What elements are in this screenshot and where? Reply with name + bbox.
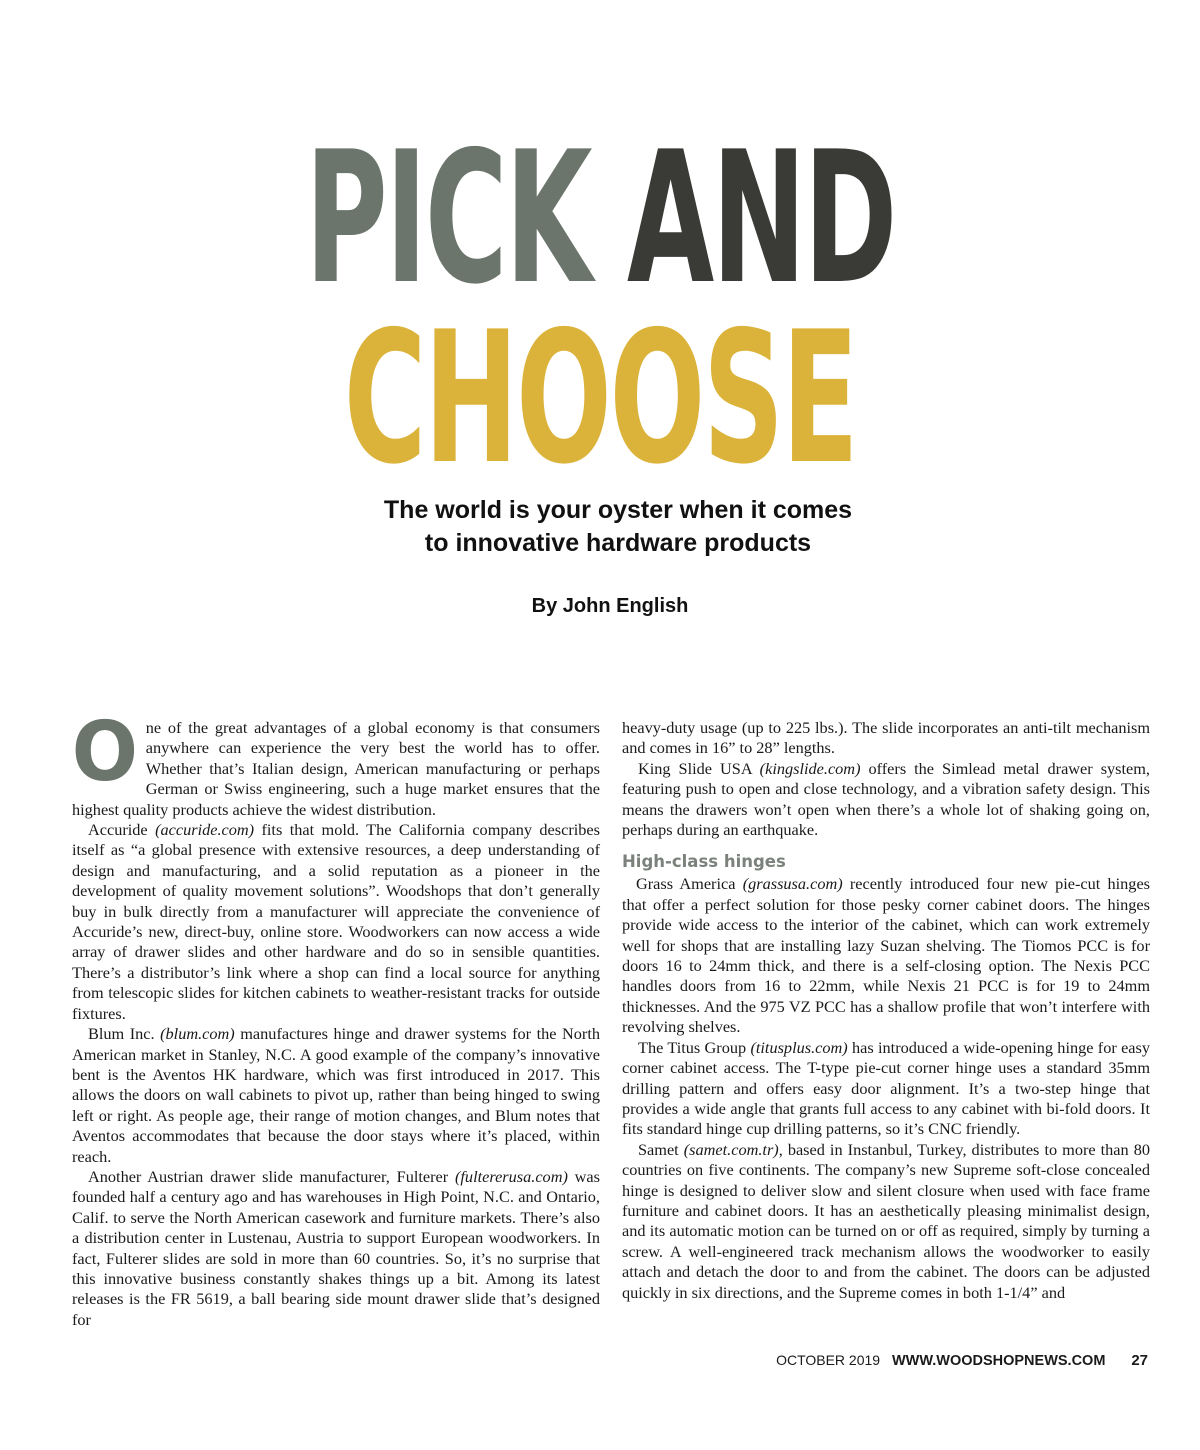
paragraph-text: has introduced a wide-opening hinge for easy corner cabinet access. The T-type pie-cut corner hinge uses a standard 35mm drilling pattern and offers easy door alignment. It’s a two-step hinge that provides a wide angle that grants full access to any cabinet with bi-fold doors. It fits standard hinge cup drilling patterns, so it’s CNC friendly. — [622, 1037, 1151, 1139]
paragraph-text: fits that mold. The California company describes itself as “a global presence with extensive resources, a deep understanding of design and manufacturing, and a solid reputation as a pioneer in the development of quality movement solutions”. Woodshops that don’t generally buy in bulk directly from a manufacturer will appreciate the convenience of Accuride’s new, direct-buy, online store. Woodworkers can now access a wide array of drawer slides and other hardware and do so in sensible quantities. There’s a distributor’s link where a shop can find a local source for anything from telescopic slides for kitchen cabinets to weather-resistant tracks for outside fixtures. — [72, 820, 600, 1023]
byline: By John English — [531, 595, 689, 617]
page-footer — [776, 1352, 1148, 1369]
paragraph-text: Blum Inc. — [88, 1024, 161, 1044]
drop-cap: O — [71, 705, 138, 800]
article-column-left — [71, 705, 600, 1330]
paragraph-text: was founded half a century ago and has warehouses in High Point, N.C. and Ontario, Calif. to serve the North American casework and furniture markets. There’s also a distribution center in Lustenau, Austria to support European woodworkers. In fact, Fulterer slides are sold in more than 60 countries. So, it’s no surprise that this innovative business constantly shakes things up a bit. Among its latest releases is the FR 5619, a ball bearing side mount drawer slide that’s designed for — [72, 1166, 600, 1329]
web-address: (fultererusa.com) — [454, 1166, 568, 1186]
paragraph-text: The Titus Group — [638, 1037, 751, 1057]
paragraph-text: offers the Simlead metal drawer system, featuring push to open and close technology, and a vibration safety design. This means the drawers won’t open when there’s a whole lot of shaking going on, perhaps during an earthquake. — [622, 758, 1150, 840]
headline-word-and: AND — [626, 112, 895, 324]
article-paragraph — [72, 820, 600, 1024]
headline-word-pick: PICK — [305, 112, 591, 324]
headline-line-1 — [228, 112, 972, 324]
paragraph-text: Grass America — [636, 874, 743, 894]
web-address: (titusplus.com) — [750, 1037, 848, 1057]
web-address: (blum.com) — [160, 1024, 235, 1044]
article-paragraph — [622, 1140, 1150, 1303]
paragraph-text: Samet — [638, 1139, 684, 1159]
paragraph-text: Accuride — [88, 820, 156, 840]
article-paragraph — [71, 705, 600, 820]
web-address: (kingslide.com) — [759, 758, 861, 778]
paragraph-text: Another Austrian drawer slide manufacturer, Fulterer — [88, 1166, 455, 1186]
article-paragraph — [622, 759, 1150, 841]
issue-date: OCTOBER 2019 — [776, 1352, 881, 1368]
article-paragraph — [72, 1024, 600, 1167]
web-address: (grassusa.com) — [742, 874, 843, 894]
subtitle-line-1: The world is your oyster when it comes — [383, 496, 853, 524]
headline-word-choose: CHOOSE — [343, 292, 857, 504]
page-number: 27 — [1131, 1352, 1148, 1369]
paragraph-text: King Slide USA — [638, 758, 760, 778]
article-paragraph — [72, 1167, 600, 1330]
paragraph-text: recently introduced four new pie-cut hinges that offer a perfect solution for those pesky corner cabinet doors. The hinges provide wide access to the interior of the cabinet, which can work extremely well for shops that are installing lazy Suzan shelving. The Tiomos PCC is for doors 16 to 24mm thick, and there is a self-closing option. The Nexis PCC handles doors from 16 to 22mm, while Nexis 21 PCC is for 19 to 24mm thicknesses. And the 975 VZ PCC has a shallow profile that won’t interfere with revolving shelves. — [622, 874, 1151, 1037]
subtitle-line-2: to innovative hardware products — [424, 529, 812, 557]
article-column-right — [622, 718, 1150, 1303]
web-address: (samet.com.tr) — [683, 1139, 779, 1159]
headline-line-2 — [228, 292, 972, 504]
paragraph-text: , based in Instanbul, Turkey, distributes to more than 80 countries on five continents. The company’s new Supreme soft-close concealed hinge is designed to deliver slow and silent closure when used with face frame furniture and cabinet doors. It has an aesthetically pleasing minimalist design, and its automatic motion can be turned on or off as required, simply by turning a screw. A well-engineered track mechanism allows the woodworker to easily attach and detach the door to and from the cabinet. The doors can be adjusted quickly in six directions, and the Supreme comes in both 1-1/4” and — [622, 1139, 1151, 1302]
article-paragraph — [622, 874, 1150, 1037]
website-link[interactable]: WWW.WOODSHOPNEWS.COM — [891, 1353, 1106, 1369]
web-address: (accuride.com) — [155, 820, 255, 840]
subtitle — [0, 494, 1200, 560]
article-paragraph: heavy-duty usage (up to 225 lbs.). The slide incorporates an anti-tilt mechanism and comes in 16” to 28” lengths. — [622, 718, 1150, 758]
article-paragraph — [622, 1038, 1150, 1140]
section-subhead: High-class hinges — [622, 852, 786, 872]
paragraph-text: manufactures hinge and drawer systems for the North American market in Stanley, N.C. A good example of the company’s innovative bent is the Aventos HK hardware, which was first introduced in 2017. This allows the doors on wall cabinets to pivot up, rather than being hinged to swing left or right. As people age, their range of motion changes, and Blum notes that Aventos accommodates that because the door stays where it’s placed, within reach. — [72, 1024, 600, 1166]
paragraph-text: ne of the great advantages of a global economy is that consumers anywhere can experience the very best the world has to offer. Whether that’s Italian design, American manufacturing or perhaps German or Swiss engineering, such a huge market ensures that the highest quality products achieve the widest distribution. — [72, 718, 600, 819]
